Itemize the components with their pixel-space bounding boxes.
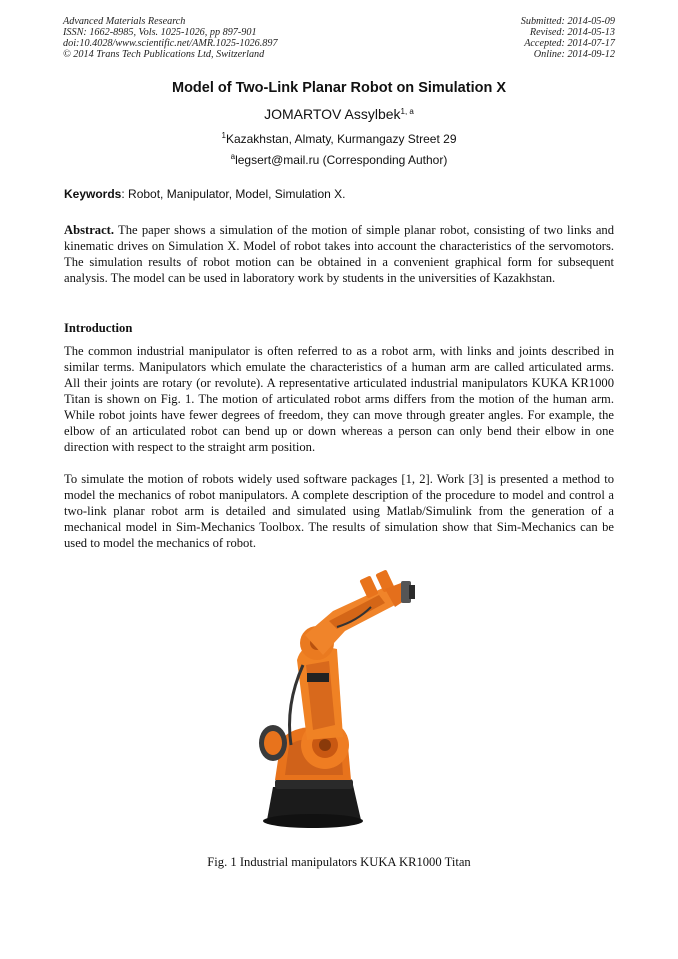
email bbox=[0, 153, 678, 167]
journal-copyright: © 2014 Trans Tech Publications Ltd, Switzerland bbox=[63, 49, 265, 60]
date-accepted: Accepted: 2014-07-17 bbox=[524, 38, 615, 49]
journal-info bbox=[63, 16, 278, 60]
submission-dates bbox=[521, 16, 615, 60]
keywords bbox=[64, 187, 345, 201]
affiliation-sup: 1 bbox=[221, 131, 226, 140]
intro-paragraph-1: The common industrial manipulator is often referred to as a robot arm, with links and joints described in similar terms. Manipulators which emulate the characteristics of a human arm are called articulated arms. All their joints are rotary (or revolute). A representative articulated industrial manipulators KUKA KR1000 Titan is shown on Fig. 1. The motion of articulated robot arms differs from the motion of the human arm. While robot joints have fewer degrees of freedom, they can move through greater angles. For example, the elbow of an articulated robot can bend up or down whereas a person can only bend their elbow in one direction with respect to the straight arm position. bbox=[64, 344, 614, 454]
figure-caption: Fig. 1 Industrial manipulators KUKA KR1000 Titan bbox=[207, 855, 471, 869]
keywords-label: Keywords bbox=[64, 187, 122, 201]
keywords-text: : Robot, Manipulator, Model, Simulation X. bbox=[121, 187, 346, 201]
email-text: legsert@mail.ru (Corresponding Author) bbox=[235, 153, 448, 167]
author-sup: 1, a bbox=[400, 107, 414, 116]
paper-title: Model of Two-Link Planar Robot on Simulation X bbox=[171, 80, 507, 96]
intro-paragraph-2: To simulate the motion of robots widely used software packages [1, 2]. Work [3] is presented a method to model the mechanics of robot manipulators. A complete description of the procedure to model and control a two-link planar robot arm is detailed and simulated using Matlab/Simulink from the generation of a mechanical model in Sim-Mechanics Toolbox. The results of simulation show that Sim-Mechanics can be used to model the mechanics of robot. bbox=[64, 472, 614, 550]
author-name: JOMARTOV Assylbek bbox=[264, 106, 401, 122]
journal-name: Advanced Materials Research bbox=[63, 16, 186, 27]
email-sup: a bbox=[230, 152, 236, 161]
section-heading-introduction: Introduction bbox=[64, 321, 133, 335]
date-online: Online: 2014-09-12 bbox=[533, 49, 615, 60]
abstract-text: The paper shows a simulation of the motion of simple planar robot, consisting of two links and kinematic drives on Simulation X. Model of robot takes into account the characteristics of the servomotors. The simulation results of robot motion can be obtained in a convenient graphical form for subsequent analysis. The model can be used in laboratory work by students in the universities of Kazakhstan. bbox=[64, 223, 614, 285]
date-submitted: Submitted: 2014-05-09 bbox=[520, 16, 615, 27]
abstract bbox=[64, 222, 614, 286]
journal-issn: ISSN: 1662-8985, Vols. 1025-1026, pp 897-901 bbox=[63, 27, 257, 38]
journal-doi: doi:10.4028/www.scientific.net/AMR.1025-1026.897 bbox=[63, 38, 278, 49]
date-revised: Revised: 2014-05-13 bbox=[529, 27, 615, 38]
author bbox=[0, 106, 678, 122]
abstract-label: Abstract. bbox=[64, 223, 115, 237]
affiliation bbox=[0, 132, 678, 146]
robot-arm-image bbox=[245, 565, 425, 840]
affiliation-text: Kazakhstan, Almaty, Kurmangazy Street 29 bbox=[225, 132, 457, 146]
